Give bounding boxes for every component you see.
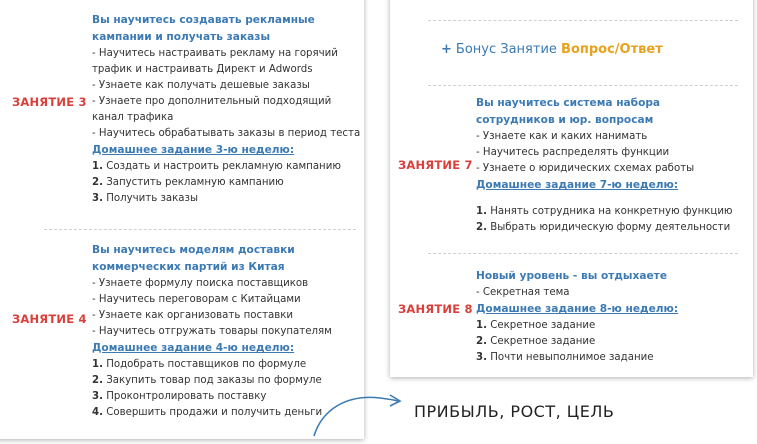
lesson-7-label: ЗАНЯТИЕ 7 xyxy=(398,158,473,172)
lesson-4-item: - Узнаете формулу поиска поставщиков xyxy=(92,278,309,289)
lesson-3-task: 2. Запустить рекламную кампанию xyxy=(92,177,284,188)
lesson-8-label: ЗАНЯТИЕ 8 xyxy=(398,302,473,316)
lesson-4-task: 3. Проконтролировать поставку xyxy=(92,391,267,402)
lesson-4-item: - Научитесь переговорам с Китайцами xyxy=(92,294,301,305)
lesson-8-task: 1. Секретное задание xyxy=(476,320,596,331)
lesson-8-item: - Секретная тема xyxy=(476,287,570,298)
lesson-7-heading: Вы научитесь система набора сотрудников и юр. вопросам xyxy=(476,97,661,126)
lesson-7-homework-link[interactable]: Домашнее задание 7-ю неделю: xyxy=(476,179,679,191)
bonus-accent-text: Вопрос/Ответ xyxy=(561,42,663,57)
lesson-3-label: ЗАНЯТИЕ 3 xyxy=(12,95,87,109)
lesson-4-label: ЗАНЯТИЕ 4 xyxy=(12,312,87,326)
lesson-8-task: 2. Секретное задание xyxy=(476,336,596,347)
lesson-divider xyxy=(428,85,738,86)
lesson-3-homework-link[interactable]: Домашнее задание 3-ю неделю: xyxy=(92,144,295,156)
lesson-4-homework-link[interactable]: Домашнее задание 4-ю неделю: xyxy=(92,342,295,354)
footer-slogan: ПРИБЫЛЬ, РОСТ, ЦЕЛЬ xyxy=(414,402,615,421)
lesson-7-task: 1. Нанять сотрудника на конкретную функцию xyxy=(476,206,733,217)
lesson-divider xyxy=(428,253,738,254)
lesson-3-heading: Вы научитесь создавать рекламные кампании и получать заказы xyxy=(92,14,315,43)
lesson-7-task: 2. Выбрать юридическую форму деятельности xyxy=(476,222,731,233)
bonus-text: Бонус Занятие xyxy=(455,42,557,57)
lesson-4-task: 2. Закупить товар под заказы по формуле xyxy=(92,375,322,386)
lesson-7-item: - Узнаете как и каких нанимать xyxy=(476,131,648,142)
lesson-3-item: - Научитесь настраивать рекламу на горячий трафик и настраивать Директ и Adwords xyxy=(92,48,338,75)
lesson-7-item: - Научитесь распределять функции xyxy=(476,147,670,158)
lesson-3-task: 1. Создать и настроить рекламную кампанию xyxy=(92,161,341,172)
plus-icon: + xyxy=(441,42,452,57)
bonus-lesson xyxy=(441,42,663,57)
lesson-7-item: - Узнаете о юридических схемах работы xyxy=(476,163,695,174)
lesson-divider xyxy=(428,20,738,21)
lesson-divider xyxy=(44,229,356,230)
lesson-4-item: - Научитесь отгружать товары покупателям xyxy=(92,326,332,337)
lesson-8-content xyxy=(476,268,738,366)
lesson-4-heading: Вы научитесь моделям доставки коммерческих партий из Китая xyxy=(92,244,295,273)
lesson-7-content xyxy=(476,95,738,236)
lesson-8-heading: Новый уровень - вы отдыхаете xyxy=(476,270,668,282)
lesson-3-item: - Узнаете как получать дешевые заказы xyxy=(92,80,310,91)
lesson-3-content xyxy=(92,12,361,207)
lesson-3-task: 3. Получить заказы xyxy=(92,193,198,204)
lesson-8-task: 3. Почти невыполнимое задание xyxy=(476,352,654,363)
lesson-3-item: - Узнаете про дополнительный подходящий канал трафика xyxy=(92,96,332,123)
lesson-8-homework-link[interactable]: Домашнее задание 8-ю неделю: xyxy=(476,303,679,315)
lesson-3-item: - Научитесь обрабатывать заказы в период теста xyxy=(92,128,361,139)
lesson-4-item: - Узнаете как организовать поставки xyxy=(92,310,294,321)
lesson-4-task: 1. Подобрать поставщиков по формуле xyxy=(92,359,307,370)
curved-arrow-icon xyxy=(308,388,408,444)
lesson-4-task: 4. Совершить продажи и получить деньги xyxy=(92,407,323,418)
